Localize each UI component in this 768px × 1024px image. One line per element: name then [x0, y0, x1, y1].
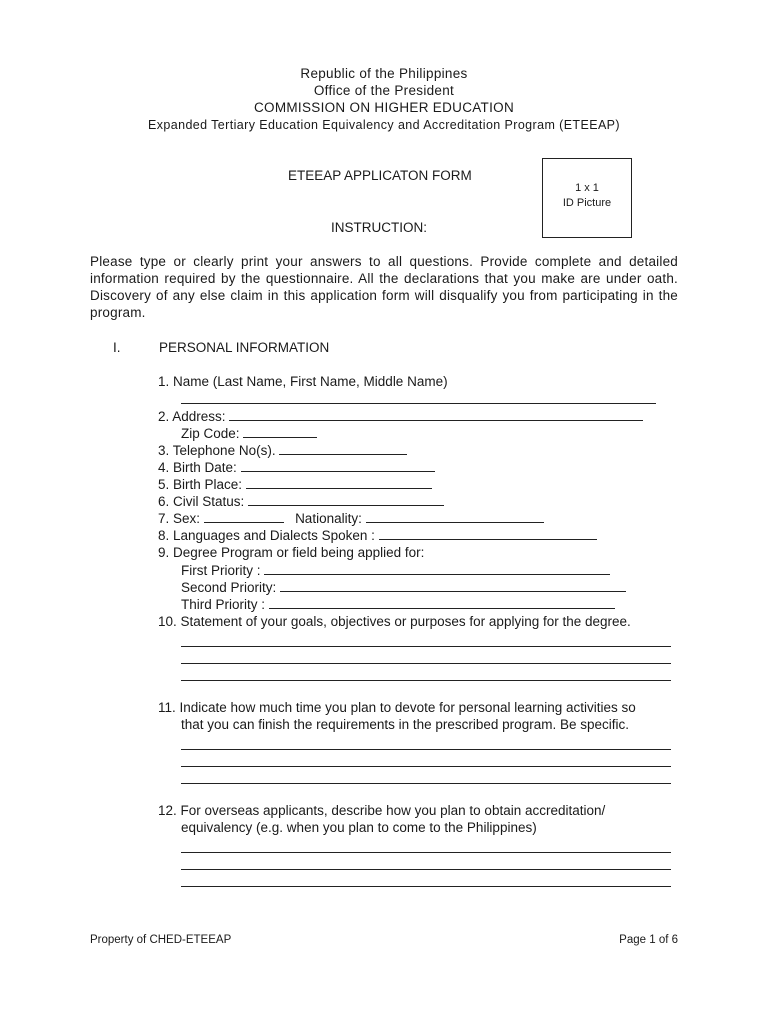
question-birth-date: [158, 459, 435, 475]
time-line-2[interactable]: [181, 766, 671, 767]
question-time-line-1: 11. Indicate how much time you plan to devote for personal learning activities so: [158, 700, 636, 715]
overseas-line-3[interactable]: [181, 886, 671, 887]
footer-page-number: Page 1 of 6: [619, 934, 678, 946]
question-first-priority: [181, 562, 610, 578]
time-line-3[interactable]: [181, 783, 671, 784]
languages-field[interactable]: [379, 527, 597, 540]
languages-label: 8. Languages and Dialects Spoken :: [158, 528, 375, 543]
civil-status-label: 6. Civil Status:: [158, 494, 245, 509]
second-priority-field[interactable]: [280, 579, 626, 592]
nationality-field[interactable]: [366, 510, 544, 523]
header-republic: Republic of the Philippines: [300, 66, 468, 81]
address-label: 2. Address:: [158, 409, 226, 424]
goals-line-2[interactable]: [181, 663, 671, 664]
civil-status-field[interactable]: [248, 493, 444, 506]
overseas-line-1[interactable]: [181, 852, 671, 853]
footer-property: Property of CHED-ETEEAP: [90, 934, 232, 946]
address-field[interactable]: [229, 408, 643, 421]
question-address: [158, 408, 643, 424]
question-goals: 10. Statement of your goals, objectives or purposes for applying for the degree.: [158, 614, 631, 629]
question-time-line-2: that you can finish the requirements in the prescribed program. Be specific.: [181, 717, 629, 732]
question-overseas-line-1: 12. For overseas applicants, describe how you plan to obtain accreditation/: [158, 803, 606, 818]
question-languages: [158, 527, 597, 543]
instruction-heading: INSTRUCTION:: [331, 220, 427, 235]
header-program: Expanded Tertiary Education Equivalency and Accreditation Program (ETEEAP): [148, 118, 620, 132]
question-degree-program: 9. Degree Program or field being applied for:: [158, 545, 425, 560]
question-sex-nationality: [158, 510, 544, 526]
birth-place-field[interactable]: [246, 476, 432, 489]
section-number: I.: [113, 340, 121, 355]
third-priority-label: Third Priority :: [181, 597, 266, 612]
question-second-priority: [181, 579, 626, 595]
question-third-priority: [181, 596, 615, 612]
birth-date-label: 4. Birth Date:: [158, 460, 237, 475]
form-title: ETEEAP APPLICATON FORM: [288, 168, 472, 183]
third-priority-field[interactable]: [269, 596, 615, 609]
instruction-text: Please type or clearly print your answers to all questions. Provide complete and detailed information required by the questionnaire. All the declarations that you make are under oath. Discovery of any else claim in this application form will disqualify you from participating in the program.: [90, 254, 678, 320]
telephone-label: 3. Telephone No(s).: [158, 443, 276, 458]
first-priority-field[interactable]: [264, 562, 610, 575]
zip-field[interactable]: [243, 425, 317, 438]
id-picture-size: 1 x 1: [575, 182, 599, 194]
second-priority-label: Second Priority:: [181, 580, 277, 595]
question-civil-status: [158, 493, 444, 509]
goals-line-3[interactable]: [181, 680, 671, 681]
birth-date-field[interactable]: [241, 459, 435, 472]
nationality-label: Nationality:: [295, 511, 362, 526]
question-name-label: 1. Name (Last Name, First Name, Middle Name): [158, 374, 448, 389]
question-overseas-line-2: equivalency (e.g. when you plan to come to the Philippines): [181, 820, 537, 835]
question-zip: [181, 425, 317, 441]
header-office: Office of the President: [313, 83, 455, 98]
first-priority-label: First Priority :: [181, 563, 261, 578]
time-line-1[interactable]: [181, 749, 671, 750]
name-field[interactable]: [181, 403, 656, 404]
sex-label: 7. Sex:: [158, 511, 201, 526]
question-birth-place: [158, 476, 432, 492]
section-title: PERSONAL INFORMATION: [159, 340, 330, 355]
id-picture-label: ID Picture: [562, 197, 612, 209]
header-commission: COMMISSION ON HIGHER EDUCATION: [253, 100, 514, 115]
id-picture-box: [542, 158, 632, 238]
overseas-line-2[interactable]: [181, 869, 671, 870]
birth-place-label: 5. Birth Place:: [158, 477, 243, 492]
zip-label: Zip Code:: [181, 426, 240, 441]
question-telephone: [158, 442, 407, 458]
goals-line-1[interactable]: [181, 646, 671, 647]
telephone-field[interactable]: [279, 442, 407, 455]
sex-field[interactable]: [204, 510, 284, 523]
